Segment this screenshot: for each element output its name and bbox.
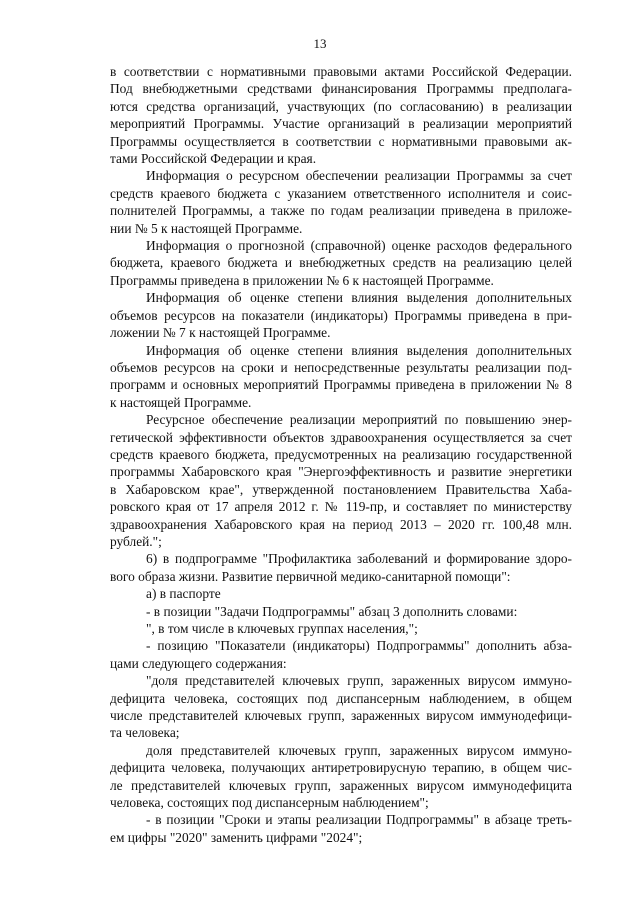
text-line: тами Российской Федерации и края. (110, 151, 317, 167)
text-line: нии № 5 к настоящей Программе. (110, 220, 303, 236)
text-line: "доля представителей ключевых групп, зараженных вирусом иммуно- (146, 673, 572, 689)
text-line: - в позиции "Сроки и этапы реализации Подпрограммы" в абзаце треть- (146, 812, 572, 828)
text-line: Под внебюджетными средствами финансирования Программы предполага- (110, 81, 572, 97)
text-line: ле представителей ключевых групп, зараженных вирусом иммунодефицита (110, 777, 572, 793)
page-number: 13 (313, 36, 327, 51)
text-line: программы Хабаровского края "Энергоэффективность и развитие энергетики (110, 464, 572, 480)
text-line: Информация об оценке степени влияния выделения дополнительных (146, 290, 572, 306)
text-line: человека, состоящих под диспансерным наблюдением"; (110, 795, 429, 811)
text-line: ются средства организаций, участвующих (по согласованию) в реализации (110, 98, 572, 114)
text-line: - в позиции "Задачи Подпрограммы" абзац 3 дополнить словами: (146, 603, 518, 619)
text-line: полнителей Программы, а также по годам реализации приведена в приложе- (110, 203, 572, 219)
text-line: в соответствии с нормативными правовыми актами Российской Федерации. (110, 64, 572, 79)
text-line: рублей."; (110, 533, 162, 549)
text-line: доля представителей ключевых групп, зараженных вирусом иммуно- (146, 742, 572, 758)
text-line: объемов ресурсов на показатели (индикаторы) Программы приведена в при- (110, 307, 572, 323)
text-line: ем цифры "2020" заменить цифрами "2024"; (110, 829, 363, 845)
text-line: цами следующего содержания: (110, 655, 287, 671)
text-line: 6) в подпрограмме "Профилактика заболеваний и формирование здоро- (146, 551, 572, 567)
text-line: гетической эффективности объектов здравоохранения осуществляется за счет (110, 429, 572, 445)
document-body (110, 63, 572, 846)
text-line: мероприятий Программы. Участие организаций в реализации мероприятий (110, 116, 572, 132)
text-line: бюджета, краевого бюджета и внебюджетных средств на реализацию целей (110, 255, 572, 271)
text-line: средств краевого бюджета, предусмотренных на реализацию государственной (110, 446, 572, 462)
text-line: объемов ресурсов на сроки и непосредственные результаты реализации под- (110, 359, 572, 375)
text-line: средств краевого бюджета с указанием ответственного исполнителя и соис- (110, 185, 572, 201)
text-line: вого образа жизни. Развитие первичной медико-санитарной помощи": (110, 568, 511, 584)
text-line: - позицию "Показатели (индикаторы) Подпрограммы" дополнить абза- (146, 638, 572, 654)
text-line: дефицита человека, получающих антиретровирусную терапию, в общем чис- (110, 760, 572, 776)
text-line: Ресурсное обеспечение реализации мероприятий по повышению энер- (146, 412, 572, 428)
text-line: числе представителей ключевых групп, зараженных вирусом иммунодефици- (110, 708, 572, 724)
text-line: Программы приведена в приложении № 6 к настоящей Программе. (110, 272, 494, 288)
text-line: Информация о ресурсном обеспечении реализации Программы за счет (146, 168, 572, 184)
text-line: ложении № 7 к настоящей Программе. (110, 325, 331, 341)
text-line: дефицита человека, состоящих под диспансерным наблюдением, в общем (110, 690, 572, 706)
text-line: в Хабаровском крае", утвержденной постановлением Правительства Хаба- (110, 481, 572, 497)
text-line: ровского края от 17 апреля 2012 г. № 119-пр, и составляет по министерству (110, 499, 572, 515)
text-line: та человека; (110, 725, 180, 741)
text-line: программ и основных мероприятий Программы приведена в приложении № 8 (110, 377, 572, 393)
text-line: Информация об оценке степени влияния выделения дополнительных (146, 342, 572, 358)
text-line: Информация о прогнозной (справочной) оценке расходов федерального (146, 238, 572, 254)
text-line: ", в том числе в ключевых группах населения,"; (146, 621, 418, 636)
text-line: к настоящей Программе. (110, 394, 252, 410)
text-line: Программы осуществляется в соответствии с нормативными правовыми ак- (110, 133, 572, 149)
text-line: здравоохранения Хабаровского края на период 2013 – 2020 гг. 100,48 млн. (110, 516, 572, 532)
text-line: а) в паспорте (146, 586, 221, 602)
